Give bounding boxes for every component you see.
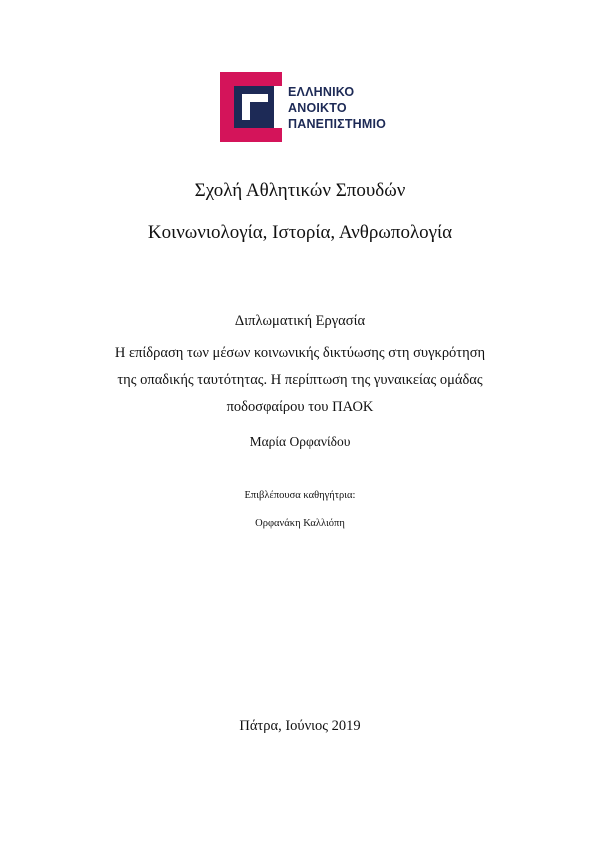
supervisor-label: Επιβλέπουσα καθηγήτρια: xyxy=(244,490,356,501)
logo-text-line-3: ΠΑΝΕΠΙΣΤΗΜΙΟ xyxy=(288,117,387,131)
thesis-title-line-2: της οπαδικής ταυτότητας. Η περίπτωση της γυναικείας ομάδας xyxy=(117,372,483,388)
logo-text-line-1: ΕΛΛΗΝΙΚΟ xyxy=(288,85,355,99)
university-logo xyxy=(220,72,420,142)
thesis-title-line-3: ποδοσφαίρου του ΠΑΟΚ xyxy=(226,399,374,415)
university-logo-text xyxy=(288,84,386,132)
school-name: Σχολή Αθλητικών Σπουδών xyxy=(194,180,406,201)
author-name: Μαρία Ορφανίδου xyxy=(249,434,351,449)
supervisor-name: Ορφανάκη Καλλιόπη xyxy=(255,518,345,529)
place-and-date: Πάτρα, Ιούνιος 2019 xyxy=(239,718,361,734)
thesis-type: Διπλωματική Εργασία xyxy=(234,313,366,329)
department-name: Κοινωνιολογία, Ιστορία, Ανθρωπολογία xyxy=(147,222,453,243)
thesis-title-line-1: Η επίδραση των μέσων κοινωνικής δικτύωσης στη συγκρότηση xyxy=(114,345,486,361)
university-logo-mark xyxy=(220,72,282,142)
logo-text-line-2: ΑΝΟΙΚΤΟ xyxy=(288,101,347,115)
